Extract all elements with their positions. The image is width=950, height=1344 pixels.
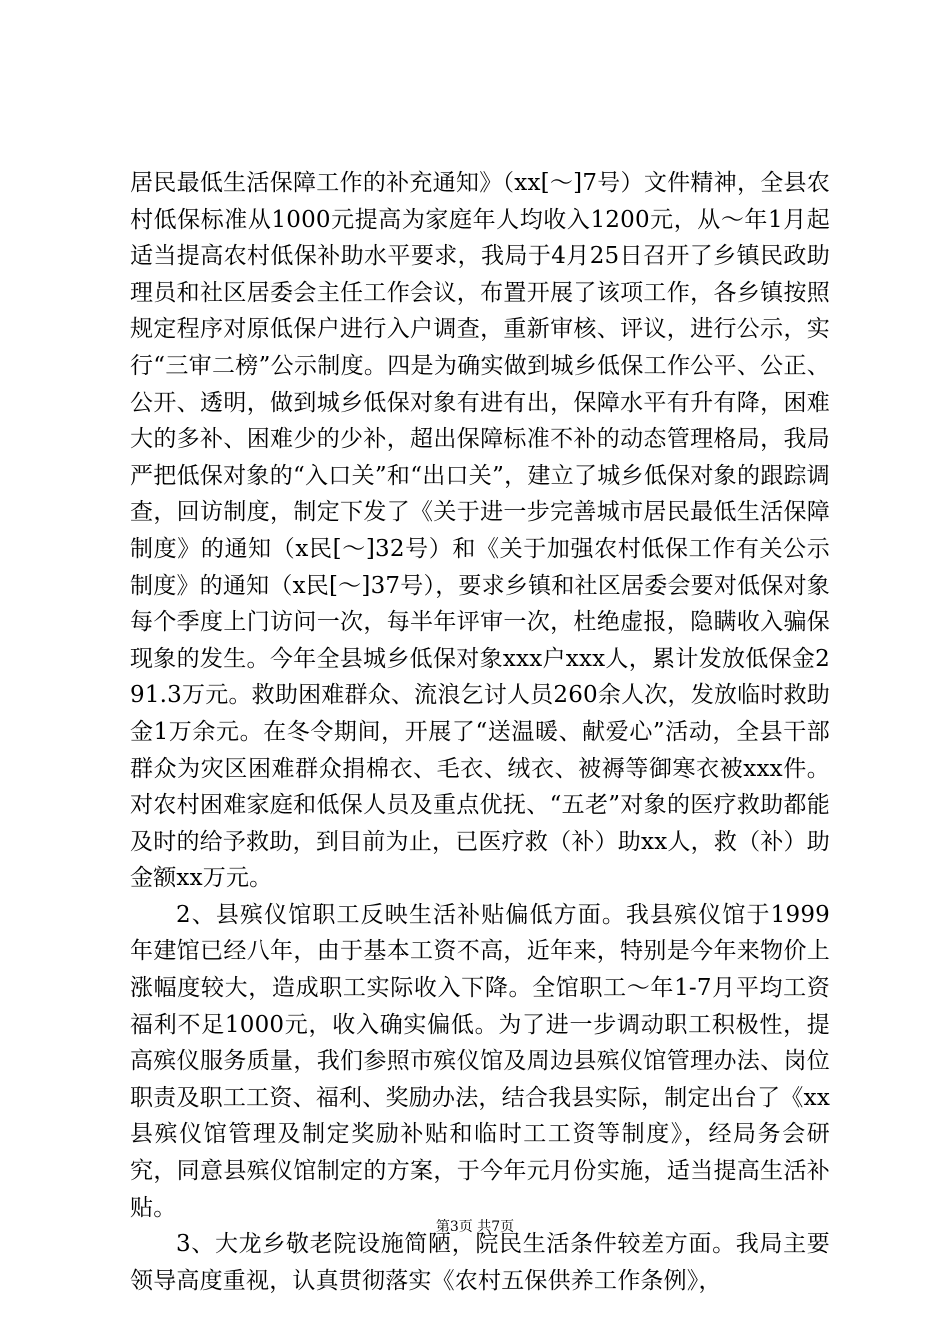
page-number-footer: 第3页 共7页 — [435, 1219, 515, 1235]
paragraph-3: 3、大龙乡敬老院设施简陋，院民生活条件较差方面。我局主要领导高度重视，认真贯彻落实《农村五保供养工作条例》， — [130, 1231, 830, 1294]
paragraph-1: 居民最低生活保障工作的补充通知》（xx[～]7号）文件精神，全县农村低保标准从1000元提高为家庭年人均收入1200元，从～年1月起适当提高农村低保补助水平要求，我局于4月25日召开了乡镇民政助理员和社区居委会主任工作会议，布置开展了该项工作，各乡镇按照规定程序对原低保户进行入户调查，重新审核、评议，进行公示，实行“三审二榜”公示制度。四是为确实做到城乡低保工作公平、公正、公开、透明，做到城乡低保对象有进有出，保障水平有升有降，困难大的多补、困难少的少补，超出保障标准不补的动态管理格局，我局严把低保对象的“入口关”和“出口关”，建立了城乡低保对象的跟踪调查，回访制度，制定下发了《关于进一步完善城市居民最低生活保障制度》的通知（x民[～]32号）和《关于加强农村低保工作有关公示制度》的通知（x民[～]37号），要求乡镇和社区居委会要对低保对象每个季度上门访问一次，每半年评审一次，杜绝虚报，隐瞒收入骗保现象的发生。今年全县城乡低保对象xxx户xxx人，累计发放低保金291.3万元。救助困难群众、流浪乞讨人员260余人次，发放临时救助金1万余元。在冬令期间，开展了“送温暖、献爱心”活动，全县干部群众为灾区困难群众捐棉衣、毛衣、绒衣、被褥等御寒衣被xxx件。对农村困难家庭和低保人员及重点优抚、“五老”对象的医疗救助都能及时的给予救助，到目前为止，已医疗救（补）助xx人，救（补）助金额xx万元。 — [130, 170, 830, 892]
document-body — [130, 165, 830, 1299]
paragraph-2: 2、县殡仪馆职工反映生活补贴偏低方面。我县殡仪馆于1999年建馆已经八年，由于基本工资不高，近年来，特别是今年来物价上涨幅度较大，造成职工实际收入下降。全馆职工～年1-7月平均工资福利不足1000元，收入确实偏低。为了进一步调动职工积极性，提高殡仪服务质量，我们参照市殡仪馆及周边县殡仪馆管理办法、岗位职责及职工工资、福利、奖励办法，结合我县实际，制定出台了《xx县殡仪馆管理及制定奖励补贴和临时工工资等制度》，经局务会研究，同意县殡仪馆制定的方案，于今年元月份实施，适当提高生活补贴。 — [130, 901, 830, 1221]
